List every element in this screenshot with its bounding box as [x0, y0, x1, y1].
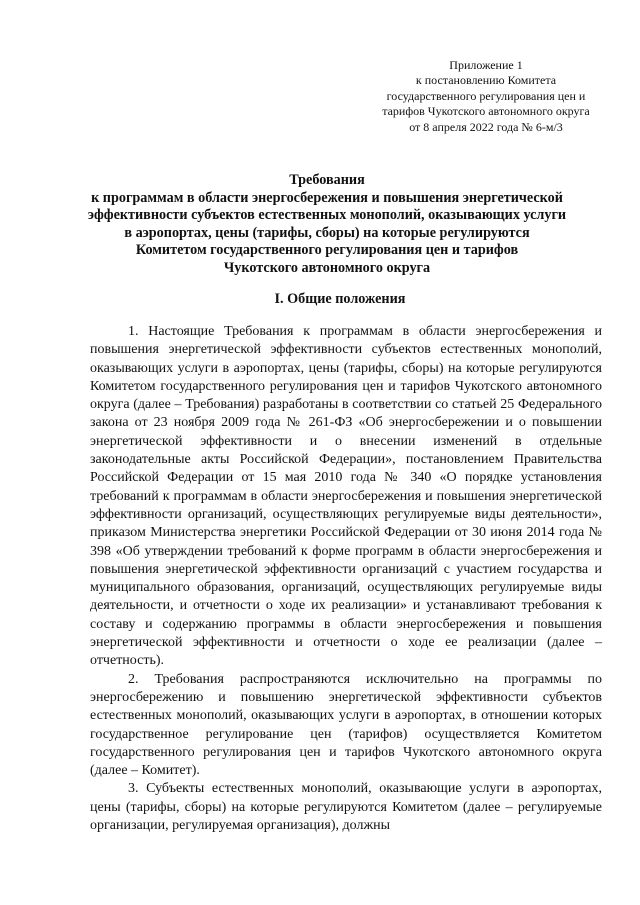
paragraph-1: 1. Настоящие Требования к программам в области энергосбережения и повышения энергетической эффективности субъектов естественных монополий, оказывающих услуги в аэропортах, цены (тарифы, сборы) на которые регулируются Комитетом государственного регулирования цен и тарифов Чукотского автономного округа (далее – Требования) разработаны в соответствии со статьей 25 Федерального закона от 23 ноября 2009 года № 261-ФЗ «Об энергосбережении и о повышении энергетической эффективности и о внесении изменений в отдельные законодательные акты Российской Федерации», постановлением Правительства Российской Федерации от 15 мая 2010 года № 340 «О порядке установления требований к программам в области энергосбережения и повышения энергетической эффективности организаций, осуществляющих регулируемые виды деятельности», приказом Министерства энергетики Российской Федерации от 30 июня 2014 года № 398 «Об утверждении требований к форме программ в области энергосбережения и повышения энергетической эффективности организаций с участием государства и муниципального образования, организаций, осуществляющих регулируемые виды деятельности, и отчетности о ходе их реализации» и устанавливают требования к составу и содержанию программы в области энергосбережения и повышения энергетической эффективности и отчетности о ходе ее реализации (далее – отчетность).: [90, 324, 602, 669]
title-line: Требования: [289, 172, 365, 188]
paragraph-2: 2. Требования распространяются исключительно на программы по энергосбережению и повышению энергетической эффективности субъектов естественных монополий, оказывающих услуги в аэропортах, в отношении которых государственное регулирование цен (тарифов) осуществляется Комитетом государственного регулирования цен и тарифов Чукотского автономного округа (далее – Комитет).: [90, 671, 602, 779]
paragraph-3: 3. Субъекты естественных монополий, оказывающие услуги в аэропортах, цены (тарифы, сборы) на которые регулируются Комитетом (далее – регулируемые организации, регулируемая организация), должны: [90, 781, 602, 834]
appendix-line: государственного регулирования цен и: [386, 88, 586, 103]
appendix-line: от 8 апреля 2022 года № 6-м/3: [409, 119, 563, 134]
appendix-line: Приложение 1: [449, 58, 523, 72]
appendix-line: к постановлению Комитета: [415, 73, 557, 88]
title-line: в аэропортах, цены (тарифы, сборы) на которые регулируются: [124, 224, 530, 241]
section-heading: I. Общие положения: [274, 291, 406, 307]
document-body: [90, 323, 602, 835]
title-line: эффективности субъектов естественных монополий, оказывающих услуги: [87, 207, 567, 224]
title-line: Комитетом государственного регулирования цен и тарифов: [135, 242, 519, 259]
document-title: [70, 172, 584, 278]
appendix-block: [360, 58, 612, 135]
title-line: Чукотского автономного округа: [223, 259, 431, 276]
appendix-line: тарифов Чукотского автономного округа: [382, 104, 590, 119]
title-line: к программам в области энергосбережения и повышения энергетической: [91, 189, 563, 206]
